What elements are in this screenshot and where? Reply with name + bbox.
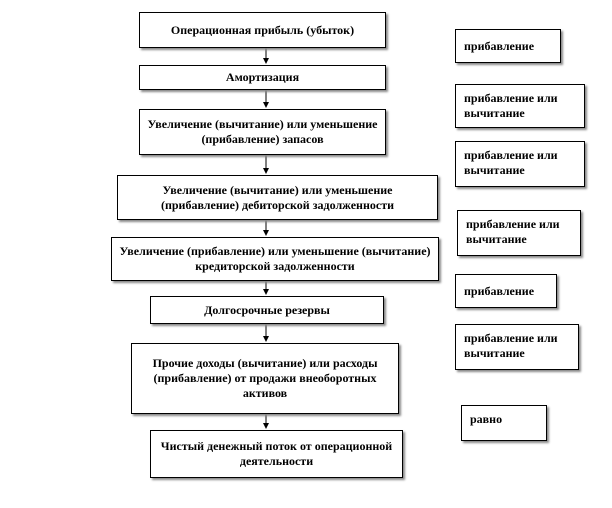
- op-add-or-subtract-2: [455, 141, 585, 187]
- op-add-or-subtract-2-label: прибавление или вычитание: [464, 148, 558, 177]
- step-net-cash-flow: [150, 430, 403, 478]
- step-other-income-label: Прочие доходы (вычитание) или расходы (прибавление) от продажи внеоборотных активов: [152, 356, 378, 400]
- step-depreciation-label: Амортизация: [225, 70, 300, 84]
- op-add-or-subtract-3-label: прибавление или вычитание: [466, 217, 560, 246]
- step-net-cash-flow-label: Чистый денежный поток от операционной деятельности: [160, 439, 393, 468]
- op-add-2: [455, 274, 557, 308]
- step-receivables: [117, 175, 438, 220]
- op-add-or-subtract-1: [455, 84, 585, 128]
- op-add-or-subtract-1-label: прибавление или вычитание: [464, 91, 558, 120]
- step-long-term-reserves: [150, 296, 384, 324]
- op-add-or-subtract-4: [455, 324, 579, 370]
- op-equals-label: равно: [470, 412, 503, 426]
- step-inventory: [139, 109, 386, 155]
- step-inventory-label: Увеличение (вычитание) или уменьшение (прибавление) запасов: [147, 117, 378, 146]
- step-payables: [111, 237, 439, 281]
- op-add-1-label: прибавление: [464, 39, 535, 53]
- op-equals: [461, 405, 547, 441]
- step-operating-profit-label: Операционная прибыль (убыток): [170, 22, 355, 37]
- step-depreciation: [139, 65, 386, 90]
- op-add-or-subtract-4-label: прибавление или вычитание: [464, 331, 558, 360]
- op-add-1: [455, 29, 561, 63]
- op-add-or-subtract-3: [457, 210, 581, 256]
- step-operating-profit: [139, 12, 386, 48]
- step-payables-label: Увеличение (прибавление) или уменьшение (вычитание) кредиторской задолженности: [119, 244, 431, 273]
- step-long-term-reserves-label: Долгосрочные резервы: [204, 302, 330, 317]
- step-receivables-label: Увеличение (вычитание) или уменьшение (прибавление) дебиторской задолженности: [160, 182, 395, 212]
- step-other-income: [131, 343, 399, 414]
- op-add-2-label: прибавление: [464, 284, 535, 298]
